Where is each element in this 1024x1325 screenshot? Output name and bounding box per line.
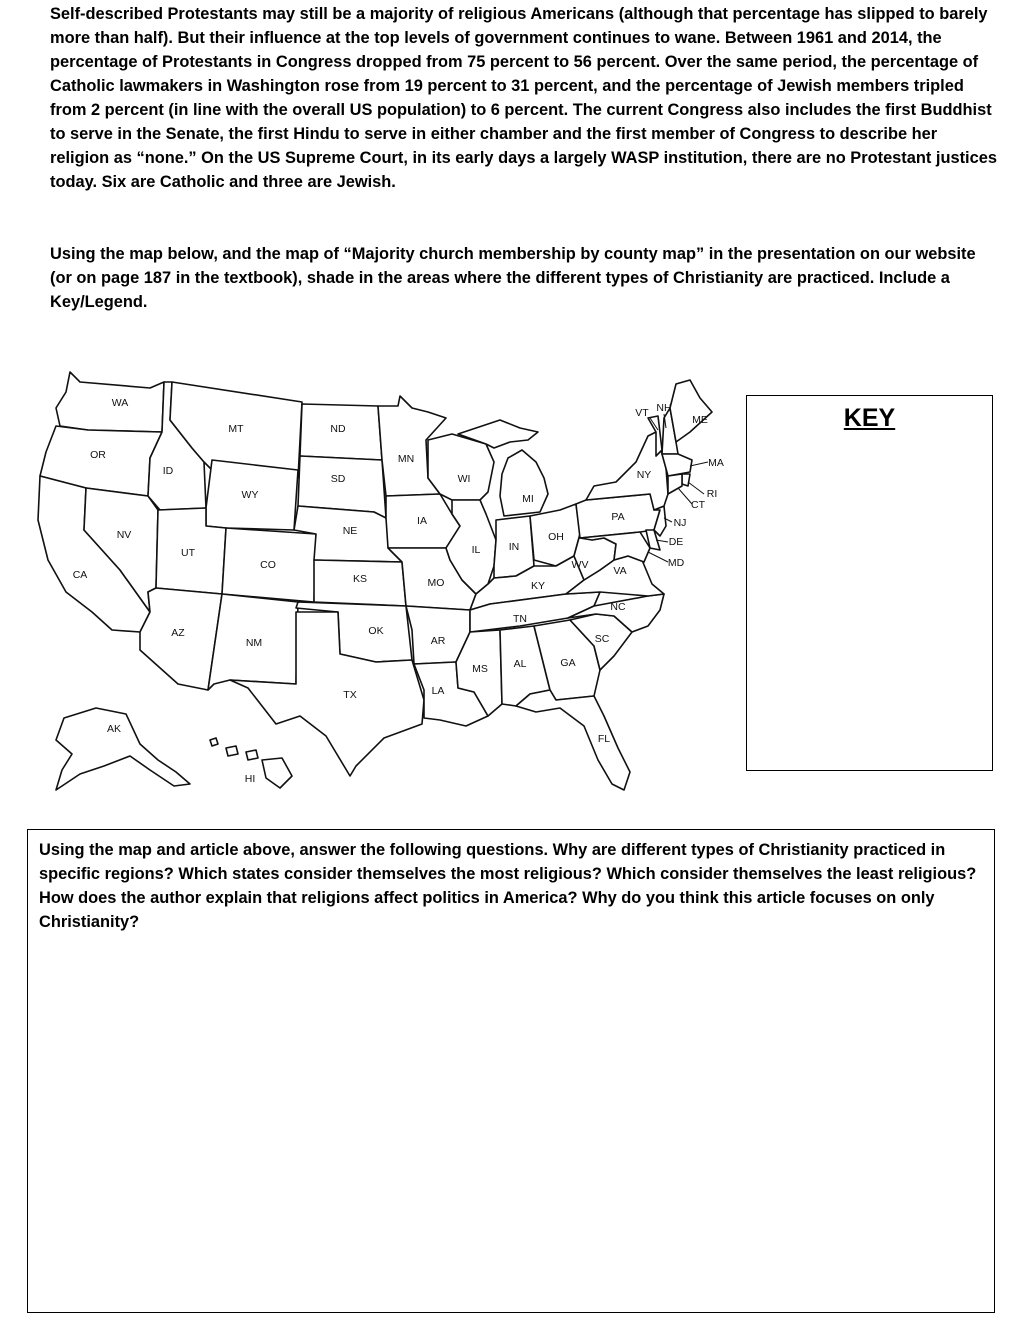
label-mi: MI xyxy=(522,493,534,505)
label-ok: OK xyxy=(368,625,384,637)
label-la: LA xyxy=(431,685,445,697)
us-map xyxy=(28,352,740,820)
label-wv: WV xyxy=(571,559,589,571)
label-il: IL xyxy=(471,544,481,556)
state-mi xyxy=(500,450,548,516)
label-me: ME xyxy=(692,414,708,426)
label-ny: NY xyxy=(636,469,652,481)
label-ks: KS xyxy=(352,573,368,585)
label-mo: MO xyxy=(427,577,445,589)
label-nd: ND xyxy=(330,423,346,435)
article-paragraph: Self-described Protestants may still be a majority of religious Americans (although that percentage has slipped to barely more than half). But their influence at the top levels of government continues to wane. Between 1961 and 2014, the percentage of Protestants in Congress dropped from 75 percent to 56 percent. Over the same period, the percentage of Catholic lawmakers in Washington rose from 19 percent to 31 percent, and the percentage of Jewish members tripled from 2 percent (in line with the overall US population) to 6 percent. The current Congress also includes the first Buddhist to serve in the Senate, the first Hindu to serve in either chamber and the first member of Congress to describe her religion as “none.” On the US Supreme Court, in its early days a largely WASP institution, there are no Protestant justices today. Six are Catholic and three are Jewish. xyxy=(50,5,997,191)
label-ct: CT xyxy=(691,499,705,511)
label-hi: HI xyxy=(244,773,256,785)
instructions-paragraph: Using the map below, and the map of “Majority church membership by county map” in the presentation on our website (or on page 187 in the textbook), shade in the areas where the different types of Christianity are practiced. Include a Key/Legend. xyxy=(50,245,976,311)
label-in: IN xyxy=(508,541,520,553)
state-ct xyxy=(668,474,682,494)
label-id: ID xyxy=(162,465,174,477)
label-az: AZ xyxy=(171,627,185,639)
key-title: KEY xyxy=(843,404,896,432)
label-nv: NV xyxy=(116,529,132,541)
label-vt: VT xyxy=(635,407,649,419)
label-ar: AR xyxy=(430,635,446,647)
label-ma: MA xyxy=(708,457,724,469)
label-co: CO xyxy=(260,559,276,571)
state-me xyxy=(670,380,712,442)
label-ca: CA xyxy=(72,569,88,581)
state-ak xyxy=(56,708,190,790)
state-hi-4 xyxy=(262,758,292,788)
label-ne: NE xyxy=(342,525,358,537)
label-ga: GA xyxy=(560,657,576,669)
label-fl: FL xyxy=(597,733,611,745)
label-ia: IA xyxy=(417,515,427,527)
label-nc: NC xyxy=(610,601,626,613)
state-ri xyxy=(682,474,690,486)
state-ma xyxy=(662,454,692,476)
label-or: OR xyxy=(90,449,106,461)
label-va: VA xyxy=(613,565,627,577)
label-ms: MS xyxy=(472,663,488,675)
label-ri: RI xyxy=(706,488,718,500)
label-md: MD xyxy=(667,557,685,569)
label-sc: SC xyxy=(594,633,610,645)
label-ut: UT xyxy=(181,547,195,559)
label-ak: AK xyxy=(106,723,122,735)
label-tx: TX xyxy=(343,689,357,701)
label-nm: NM xyxy=(245,637,263,649)
us-map-svg xyxy=(28,352,740,820)
label-wa: WA xyxy=(111,397,129,409)
label-mn: MN xyxy=(397,453,415,465)
label-ky: KY xyxy=(530,580,546,592)
label-al: AL xyxy=(513,658,527,670)
label-mt: MT xyxy=(228,423,244,435)
state-fl xyxy=(516,690,630,790)
questions-prompt: Using the map and article above, answer the following questions. Why are different types of Christianity practiced in specific regions? Which states consider themselves the most religious? Which consider themselves the least religious? How does the author explain that religions affect politics in America? Why do you think this article focuses on only Christianity? xyxy=(39,841,977,931)
label-tn: TN xyxy=(513,613,527,625)
label-oh: OH xyxy=(548,531,564,543)
label-nj: NJ xyxy=(673,517,687,529)
label-sd: SD xyxy=(330,473,346,485)
label-wi: WI xyxy=(457,473,471,485)
label-wy: WY xyxy=(241,489,259,501)
state-hi-3 xyxy=(246,750,258,760)
label-de: DE xyxy=(668,536,684,548)
label-nh: NH xyxy=(656,402,672,414)
state-hi-2 xyxy=(226,746,238,756)
state-wa xyxy=(56,372,164,432)
key-legend-box[interactable] xyxy=(746,395,993,771)
state-hi-1 xyxy=(210,738,218,746)
label-pa: PA xyxy=(611,511,625,523)
answer-box[interactable] xyxy=(27,829,995,1313)
